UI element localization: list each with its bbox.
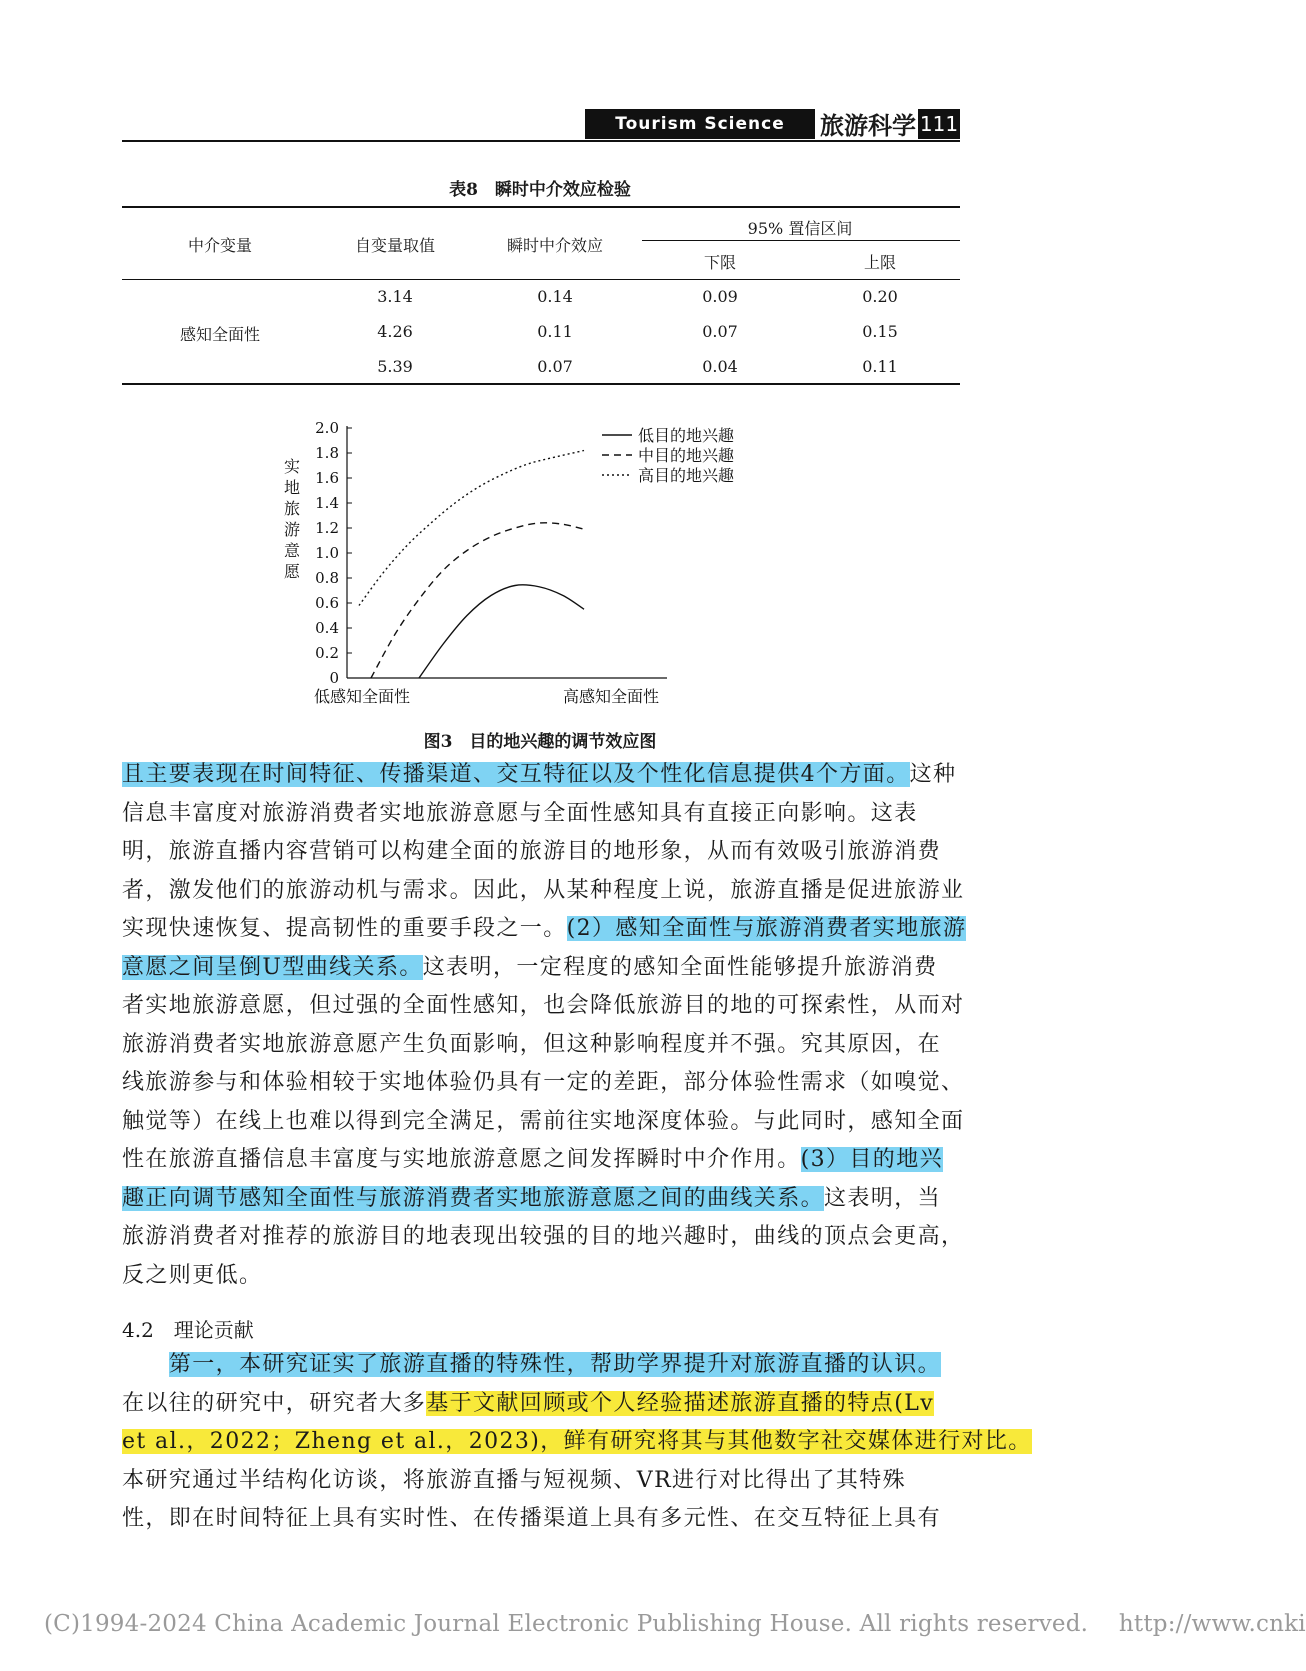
text-line bbox=[122, 1464, 906, 1498]
table-cell: 0.07 bbox=[702, 322, 738, 341]
y-axis-label-char: 实 bbox=[284, 457, 301, 476]
table-cell: 0.20 bbox=[862, 287, 898, 306]
series-line-dashed bbox=[371, 523, 584, 678]
header-rule bbox=[122, 140, 960, 142]
x-tick-label: 低感知全面性 bbox=[313, 687, 411, 706]
text-line bbox=[122, 835, 941, 869]
text-line bbox=[122, 1220, 964, 1254]
journal-english-title: Tourism Science bbox=[585, 109, 815, 139]
y-tick-label: 0 bbox=[329, 669, 339, 687]
col-header-effect: 瞬时中介效应 bbox=[506, 236, 603, 255]
text-line bbox=[122, 1425, 1032, 1459]
highlighted-yellow-text: 基于文献回顾或个人经验描述旅游直播的特点(Lv bbox=[426, 1390, 935, 1416]
text-span: 这表明，一定程度的感知全面性能够提升旅游消费 bbox=[422, 954, 938, 980]
text-span: 信息丰富度对旅游消费者实地旅游意愿与全面性感知具有直接正向影响。这表 bbox=[122, 800, 918, 826]
legend-label: 高目的地兴趣 bbox=[638, 466, 735, 485]
text-line bbox=[122, 1143, 943, 1177]
highlighted-blue-text: 趣正向调节感知全面性与旅游消费者实地旅游意愿之间的曲线关系。 bbox=[122, 1185, 825, 1211]
text-line bbox=[122, 874, 964, 908]
text-line bbox=[122, 797, 918, 831]
series-line-dotted bbox=[359, 451, 584, 606]
figure-caption: 图3 目的地兴趣的调节效应图 bbox=[423, 732, 657, 752]
col-header-upper: 上限 bbox=[863, 253, 896, 272]
y-tick-label: 1.4 bbox=[315, 494, 339, 512]
page-number: 111 bbox=[918, 109, 960, 139]
table-cell: 0.09 bbox=[702, 287, 738, 306]
mediator-name: 感知全面性 bbox=[179, 325, 260, 344]
y-tick-label: 0.6 bbox=[315, 594, 339, 612]
col-header-mediator: 中介变量 bbox=[187, 236, 252, 255]
highlighted-blue-text: 第一，本研究证实了旅游直播的特殊性，帮助学界提升对旅游直播的认识。 bbox=[168, 1352, 942, 1377]
highlighted-blue-text: (2）感知全面性与旅游消费者实地旅游 bbox=[566, 916, 967, 941]
y-axis-label-char: 游 bbox=[284, 520, 301, 539]
text-span: 旅游消费者实地旅游意愿产生负面影响，但这种影响程度并不强。究其原因，在 bbox=[122, 1031, 942, 1057]
text-line bbox=[122, 1105, 964, 1139]
text-span: 明，旅游直播内容营销可以构建全面的旅游目的地形象，从而有效吸引旅游消费 bbox=[122, 839, 942, 864]
text-span: 者实地旅游意愿，但过强的全面性感知，也会降低旅游目的地的可探索性，从而对 bbox=[122, 993, 965, 1018]
moderation-effect-chart bbox=[280, 400, 800, 720]
table-cell: 4.26 bbox=[377, 322, 413, 341]
col-header-ci: 95% 置信区间 bbox=[747, 219, 853, 238]
text-line bbox=[122, 1387, 934, 1421]
section-title: 4.2 理论贡献 bbox=[122, 1318, 254, 1342]
y-axis-label-char: 地 bbox=[284, 478, 301, 497]
highlighted-blue-text: (3）目的地兴 bbox=[800, 1147, 943, 1172]
legend-label: 低目的地兴趣 bbox=[638, 426, 735, 445]
text-span: 者，激发他们的旅游动机与需求。因此，从某种程度上说，旅游直播是促进旅游业 bbox=[122, 877, 965, 903]
text-span: 这种 bbox=[909, 762, 957, 787]
table-caption: 表8 瞬时中介效应检验 bbox=[449, 180, 631, 200]
table-cell: 0.11 bbox=[537, 322, 573, 341]
y-tick-label: 1.8 bbox=[315, 444, 339, 462]
y-axis-label-char: 愿 bbox=[284, 562, 301, 581]
text-line bbox=[122, 1502, 941, 1536]
table-cell: 3.14 bbox=[377, 287, 413, 306]
y-tick-label: 0.8 bbox=[315, 569, 339, 587]
y-tick-label: 1.6 bbox=[315, 469, 339, 487]
text-line bbox=[122, 1066, 964, 1100]
table-cell: 0.14 bbox=[537, 287, 573, 306]
text-span: 旅游消费者对推荐的旅游目的地表现出较强的目的地兴趣时，曲线的顶点会更高， bbox=[122, 1224, 965, 1249]
text-line bbox=[122, 758, 956, 792]
table-header-rule bbox=[122, 279, 960, 280]
table-top-rule bbox=[122, 206, 960, 208]
y-tick-label: 0.4 bbox=[315, 619, 339, 637]
table-cell: 5.39 bbox=[377, 357, 413, 376]
text-line bbox=[122, 912, 966, 946]
text-span bbox=[122, 1352, 169, 1377]
text-span: 实现快速恢复、提高韧性的重要手段之一。 bbox=[122, 916, 567, 941]
highlighted-blue-text: 意愿之间呈倒U型曲线关系。 bbox=[122, 954, 423, 980]
highlighted-blue-text: 且主要表现在时间特征、传播渠道、交互特征以及个性化信息提供4个方面。 bbox=[122, 762, 910, 787]
table-cell: 0.07 bbox=[537, 357, 573, 376]
y-tick-label: 0.2 bbox=[315, 644, 339, 662]
text-line bbox=[122, 1259, 262, 1293]
col-header-iv: 自变量取值 bbox=[354, 236, 435, 255]
text-span: 性，即在时间特征上具有实时性、在传播渠道上具有多元性、在交互特征上具有 bbox=[122, 1506, 942, 1531]
text-line bbox=[122, 989, 964, 1023]
text-span: 反之则更低。 bbox=[122, 1262, 263, 1288]
y-tick-label: 1.0 bbox=[315, 544, 339, 562]
text-span: 性在旅游直播信息丰富度与实地旅游意愿之间发挥瞬时中介作用。 bbox=[122, 1147, 801, 1172]
text-span: 触觉等）在线上也难以得到完全满足，需前往实地深度体验。与此同时，感知全面 bbox=[122, 1108, 965, 1134]
journal-chinese-title: 旅游科学 bbox=[820, 111, 916, 140]
text-line bbox=[122, 951, 938, 985]
text-span: 这表明，当 bbox=[824, 1185, 942, 1211]
copyright-footer: (C)1994-2024 China Academic Journal Electronic Publishing House. All rights reserved. http://www.cnki bbox=[44, 1611, 1306, 1637]
series-line-solid bbox=[419, 585, 584, 678]
table-cell: 0.11 bbox=[862, 357, 898, 376]
y-axis-label-char: 意 bbox=[284, 541, 301, 560]
table-cell: 0.15 bbox=[862, 322, 898, 341]
highlighted-yellow-text: et al.，2022；Zheng et al.，2023)，鲜有研究将其与其他数字社交媒体进行对比。 bbox=[122, 1429, 1032, 1454]
y-axis-label-char: 旅 bbox=[284, 499, 301, 518]
text-line bbox=[122, 1348, 941, 1382]
legend-label: 中目的地兴趣 bbox=[638, 446, 735, 465]
text-span: 在以往的研究中，研究者大多 bbox=[122, 1390, 427, 1416]
ci-sub-rule bbox=[642, 240, 960, 241]
text-line bbox=[122, 1028, 941, 1062]
text-line bbox=[122, 1182, 941, 1216]
text-span: 线旅游参与和体验相较于实地体验仍具有一定的差距，部分体验性需求（如嗅觉、 bbox=[122, 1070, 965, 1095]
text-span: 本研究通过半结构化访谈，将旅游直播与短视频、VR进行对比得出了其特殊 bbox=[122, 1467, 907, 1493]
col-header-lower: 下限 bbox=[703, 253, 736, 272]
y-tick-label: 1.2 bbox=[315, 519, 339, 537]
x-tick-label: 高感知全面性 bbox=[562, 687, 660, 706]
y-tick-label: 2.0 bbox=[315, 419, 339, 437]
table-bottom-rule bbox=[122, 383, 960, 385]
table-cell: 0.04 bbox=[702, 357, 738, 376]
